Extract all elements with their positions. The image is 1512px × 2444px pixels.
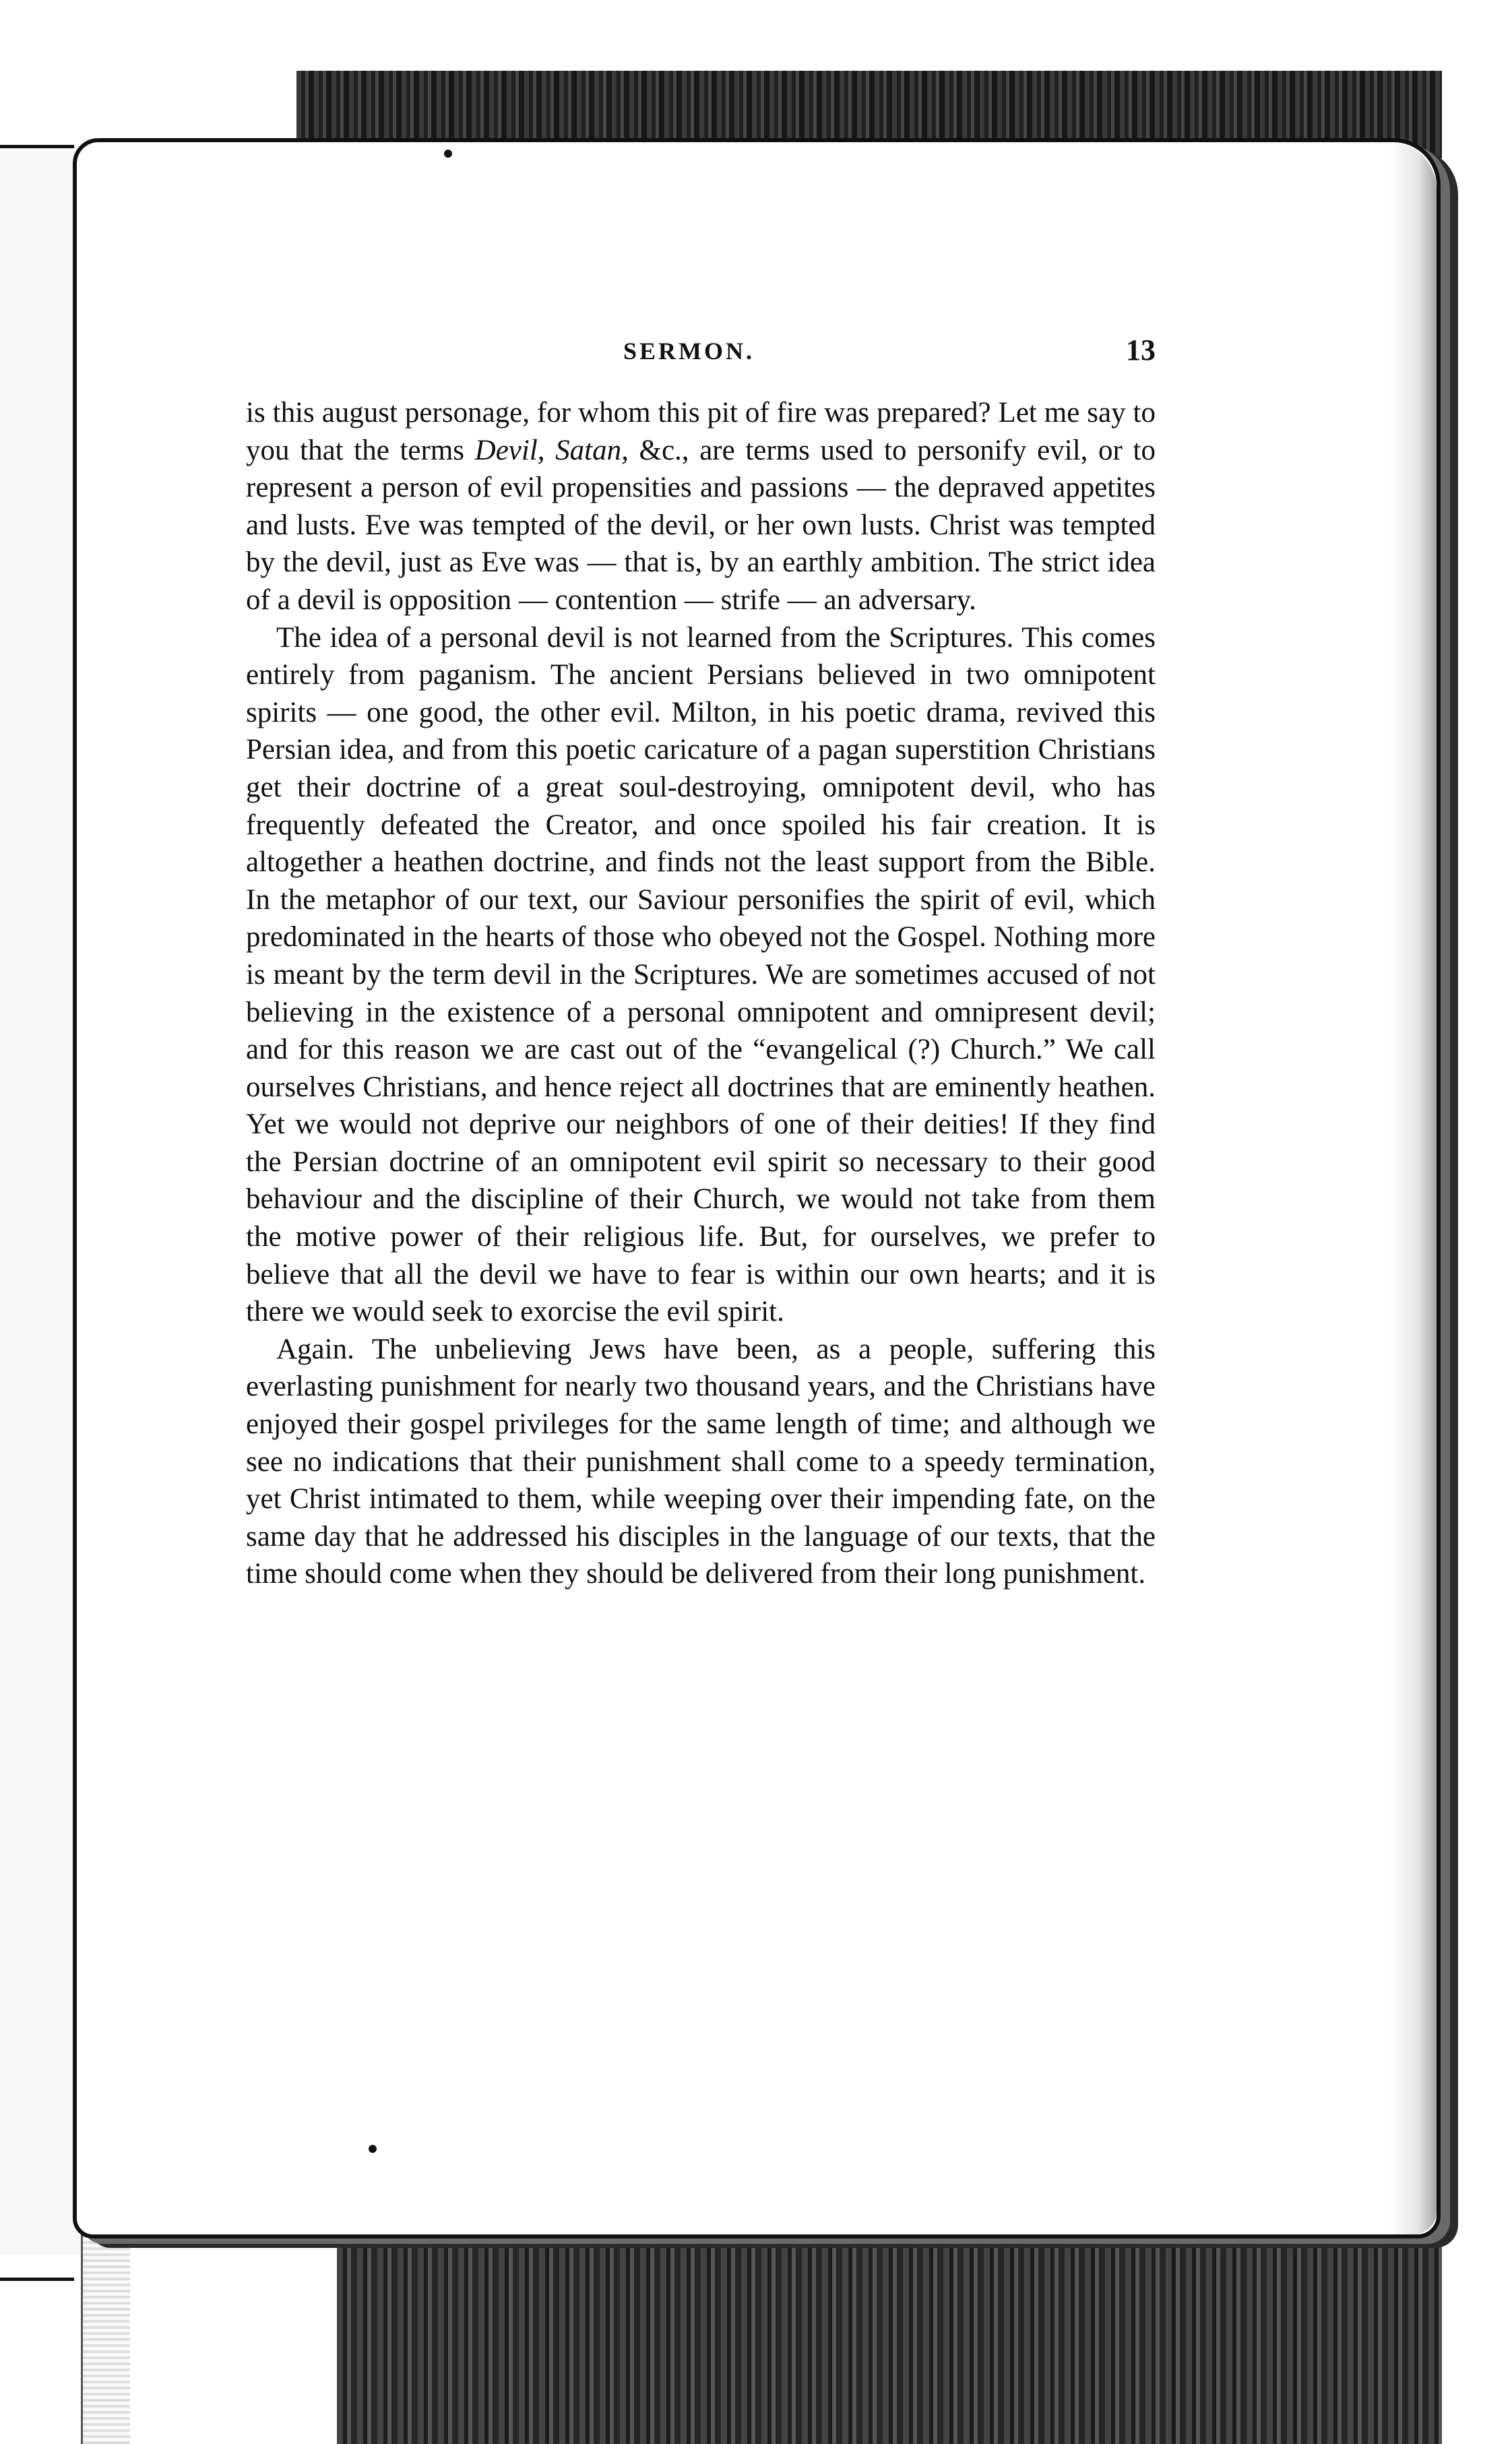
scan-background-bottom (337, 2237, 1442, 2444)
paragraph: The idea of a personal devil is not learned from the Scriptures. This comes entirely from paganism. The ancient Persians believed in two omnipotent spirits — one good, the other evil. Milton, in his poetic drama, revived this Persian idea, and from this poetic caricature of a pagan superstition Christians get their doctrine of a great soul-destroying, omnipotent devil, who has frequently defeated the Creator, and once spoiled his fair creation. It is altogether a heathen doctrine, and finds not the least support from the Bible. In the metaphor of our text, our Saviour personifies the spirit of evil, which predominated in the hearts of those who obeyed not the Gospel. Nothing more is meant by the term devil in the Scriptures. We are sometimes accused of not believing in the existence of a personal omnipotent and omnipresent devil; and for this reason we are cast out of the “evangelical (?) Church.” We call ourselves Christians, and hence reject all doctrines that are eminently heathen. Yet we would not deprive our neighbors of one of their deities! If they find the Persian doctrine of an omnipotent evil spirit so necessary to their good behaviour and the discipline of their Church, we would not take from them the motive power of their religious life. But, for ourselves, we prefer to believe that all the devil we have to fear is within our own hearts; and it is there we would seek to exorcise the evil spirit. (246, 621, 1156, 1328)
page-curl-shadow (1389, 142, 1437, 2234)
paragraph: Again. The unbelieving Jews have been, as a people, suffering this everlasting punishment for nearly two thousand years, and the Christians have enjoyed their gospel privileges for the same length of time; and although we see no indications that their punishment shall come to a speedy termination, yet Christ intimated to them, while weeping over their impending fate, on the same day that he addressed his disciples in the language of our texts, that the time should come when they should be delivered from their long punishment. (246, 1333, 1156, 1590)
page-header (249, 334, 1156, 377)
page-number: 13 (1126, 334, 1156, 367)
paragraph-text: is this august personage, for whom this pit of fire was prepared? Let me say to you that the terms (246, 397, 1156, 466)
body-text (246, 394, 1156, 1593)
running-head: SERMON. (623, 338, 755, 365)
speck-mark (369, 2145, 377, 2153)
speck-mark (444, 150, 452, 158)
binding-edge (81, 2224, 130, 2444)
paragraph-text: &c., are terms used to personify evil, or to represent a person of evil propensities and passions — the depraved appetites and lusts. Eve was tempted of the devil, or her own lusts. Christ was tempted by the devil, just as Eve was — that is, by an earthly ambition. The strict idea of a devil is opposition — contention — strife — an adversary. (246, 434, 1156, 616)
italic-terms: Devil, Satan, (474, 434, 629, 466)
paragraph (246, 394, 1156, 619)
